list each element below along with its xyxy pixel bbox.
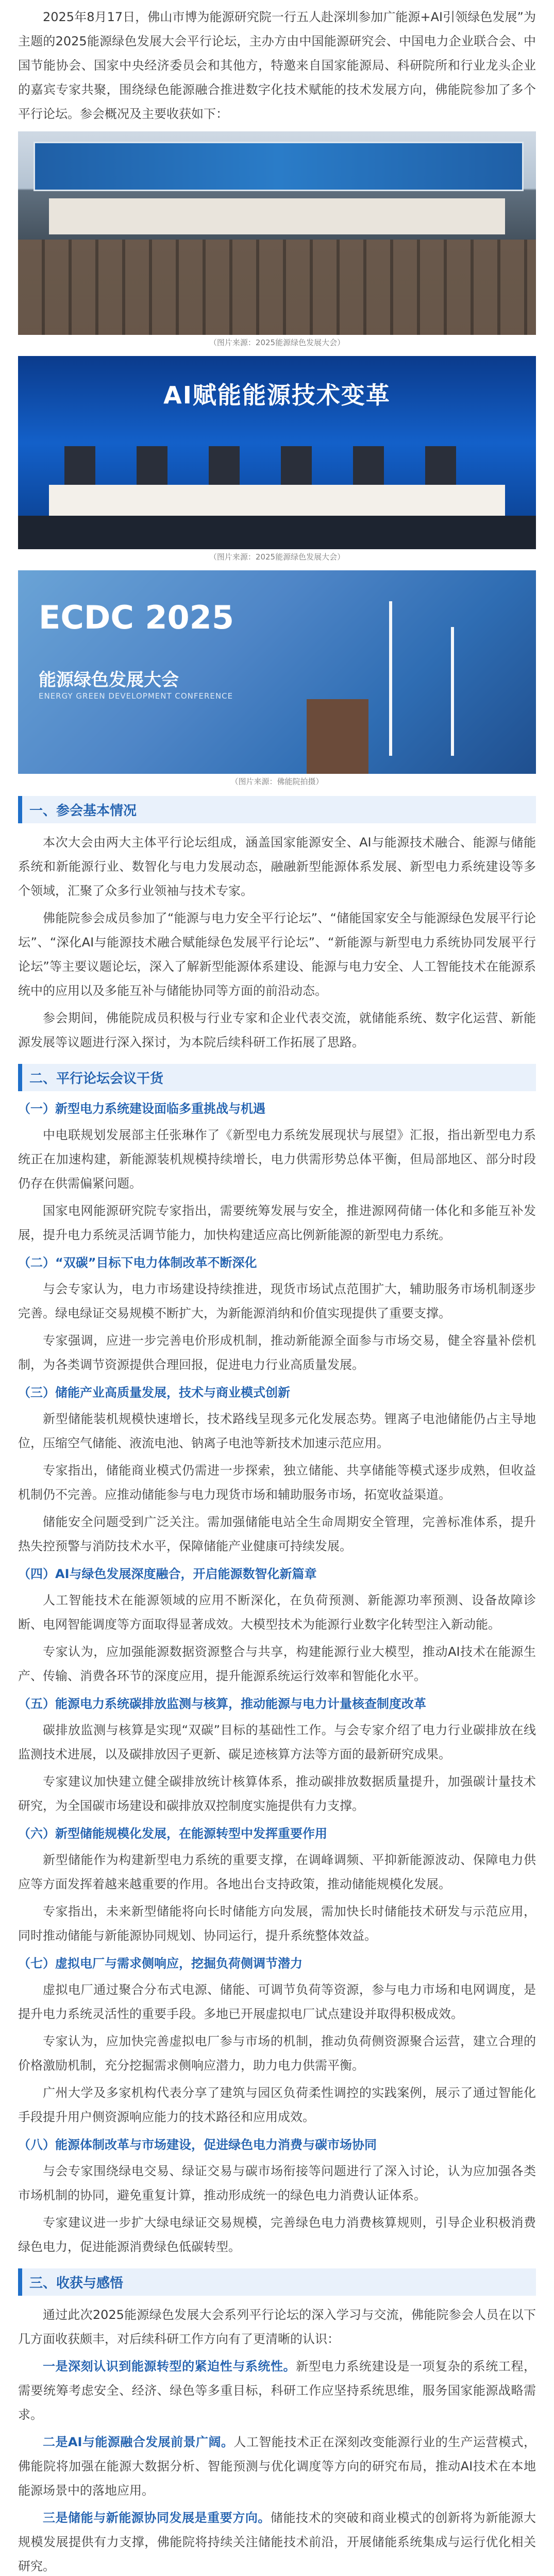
subsection-title: （七）虚拟电厂与需求侧响应，挖掘负荷侧调节潜力	[18, 1956, 303, 1971]
panel-table	[49, 485, 505, 516]
harvest-lead: 一是深刻认识到能源转型的紧迫性与系统性。	[43, 2359, 296, 2374]
paragraph: 佛能院参会成员参加了“能源与电力安全平行论坛”、“储能国家安全与能源绿色发展平行论坛”、“深化AI与能源技术融合赋能绿色发展平行论坛”、“新能源与新型电力系统协同发展平行论坛”等主要议题论坛，深入了解新型能源体系建设、能源与电力安全、人工智能技术在能源系统中的应用以及多能互补与储能协同等方面的前沿动态。	[18, 911, 536, 998]
paragraph: 广州大学及多家机构代表分享了建筑与园区负荷柔性调控的实践案例，展示了通过智能化手段提升用户侧资源响应能力的技术路径和应用成效。	[18, 2086, 536, 2124]
paragraph: 专家建议加快建立健全碳排放统计核算体系，推动碳排放数据质量提升，加强碳计量技术研究，为全国碳市场建设和碳排放双控制度实施提供有力支撑。	[18, 1774, 536, 1813]
paragraph: 专家认为，应加快完善虚拟电厂参与市场的机制，推动负荷侧资源聚合运营，建立合理的价格激励机制，充分挖掘需求侧响应潜力，助力电力供需平衡。	[18, 2034, 536, 2073]
subsection-title: （四）AI与绿色发展深度融合，开启能源数智化新篇章	[18, 1567, 317, 1581]
subsection-title: （一）新型电力系统建设面临多重挑战与机遇	[18, 1101, 265, 1116]
photo2-caption: （图片来源：2025能源绿色发展大会）	[209, 552, 345, 562]
subsection-title: （六）新型储能规模化发展，在能源转型中发挥重要作用	[18, 1826, 327, 1841]
harvest-lead: 三是储能与新能源协同发展是重要方向。	[43, 2511, 271, 2525]
paragraph: 新型储能作为构建新型电力系统的重要支撑，在调峰调频、平抑新能源波动、保障电力供应等方面发挥着越来越重要的作用。各地出台支持政策，推动储能规模化发展。	[18, 1853, 536, 1891]
audience-seats	[18, 240, 536, 335]
wind-turbine-icon	[389, 601, 392, 756]
banner-title: ECDC 2025	[39, 599, 234, 636]
paragraph: 碳排放监测与核算是实现“双碳”目标的基础性工作。与会专家介绍了电力行业碳排放在线监测技术进展，以及碳排放因子更新、碳足迹核算方法等方面的最新研究成果。	[18, 1723, 536, 1761]
stage	[49, 198, 505, 234]
subsection-title: （三）储能产业高质量发展，技术与商业模式创新	[18, 1385, 290, 1400]
paragraph: 与会专家围绕绿电交易、绿证交易与碳市场衔接等问题进行了深入讨论，认为应加强各类市场机制的协同，避免重复计算，推动形成统一的绿色电力消费认证体系。	[18, 2164, 536, 2202]
banner-subtitle: 能源绿色发展大会	[39, 670, 179, 690]
panel-speakers	[64, 446, 490, 485]
paragraph: 中电联规划发展部主任张琳作了《新型电力系统发展现状与展望》汇报，指出新型电力系统正在加速构建，新能源装机规模持续增长，电力供需形势总体平衡，但局部地区、部分时段仍存在供需偏紧问题。	[18, 1128, 536, 1191]
paragraph: 专家指出，储能商业模式仍需进一步探索，独立储能、共享储能等模式逐步成熟，但收益机制仍不完善。应推动储能参与电力现货市场和辅助服务市场，拓宽收益渠道。	[18, 1463, 536, 1502]
paragraph: 本次大会由两大主体平行论坛组成，涵盖国家能源安全、AI与能源技术融合、能源与储能系统和新能源行业、数智化与电力发展动态，融融新型能源体系发展、新型电力系统建设等多个领域，汇聚了众多行业领袖与技术专家。	[18, 835, 536, 898]
paragraph: 专家指出，未来新型储能将向长时储能方向发展，需加快长时储能技术研发与示范应用，同时推动储能与新能源协同规划、协同运行，提升系统整体效益。	[18, 1904, 536, 1943]
wind-turbine-icon	[451, 627, 454, 756]
intro-paragraph: 2025年8月17日，佛山市博为能源研究院一行五人赴深圳参加广能源+AI引领绿色发展”为主题的2025能源绿色发展大会平行论坛，主办方由中国能源研究会、中国电力企业联合会、中国节能协会、国家中央经济委员会和其他方，特邀来自国家能源局、科研院所和行业龙头企业的嘉宾专家共聚，围绕绿色能源融合推进数字化技术赋能的技术发展方向，佛能院参加了多个平行论坛。参会概况及主要收获如下：	[18, 10, 536, 121]
paragraph: 虚拟电厂通过聚合分布式电源、储能、可调节负荷等资源，参与电力市场和电网调度，是提升电力系统灵活性的重要手段。多地已开展虚拟电厂试点建设并取得积极成效。	[18, 1982, 536, 2021]
paragraph: 参会期间，佛能院成员积极与行业专家和企业代表交流，就储能系统、数字化运营、新能源发展等议题进行深入探讨，为本院后续科研工作拓展了思路。	[18, 1011, 536, 1049]
subsection-title: （二）“双碳”目标下电力体制改革不断深化	[18, 1256, 257, 1270]
harvest-lead: 二是AI与能源融合发展前景广阔。	[43, 2435, 234, 2449]
photo1-caption: （图片来源：2025能源绿色发展大会）	[209, 338, 345, 347]
paragraph: 通过此次2025能源绿色发展大会系列平行论坛的深入学习与交流，佛能院参会人员在以下几方面收获颇丰，对后续科研工作方向有了更清晰的认识：	[18, 2308, 536, 2346]
article	[18, 0, 536, 2576]
paragraph: 人工智能技术在能源领域的应用不断深化，在负荷预测、新能源功率预测、设备故障诊断、电网智能调度等方面取得显著成效。大模型技术为能源行业数字化转型注入新动能。	[18, 1593, 536, 1632]
harvest-paragraph	[18, 2354, 536, 2427]
harvest-paragraph	[18, 2430, 536, 2503]
subsection-title: （八）能源体制改革与市场建设，促进绿色电力消费与碳市场协同	[18, 2138, 377, 2152]
section-title: 一、参会基本情况	[18, 796, 536, 823]
paragraph: 与会专家认为，电力市场建设持续推进，现货市场试点范围扩大，辅助服务市场机制逐步完善。绿电绿证交易规模不断扩大，为新能源消纳和价值实现提供了重要支撑。	[18, 1282, 536, 1320]
subsection-title: （五）能源电力系统碳排放监测与核算，推动能源与电力计量核查制度改革	[18, 1697, 426, 1711]
conference-hall-photo	[18, 131, 536, 335]
section-title: 二、平行论坛会议干货	[18, 1064, 536, 1091]
harvest-paragraph	[18, 2506, 536, 2576]
paragraph: 专家认为，应加强能源数据资源整合与共享，构建能源行业大模型，推动AI技术在能源生产、传输、消费各环节的深度应用，提升能源系统运行效率和智能化水平。	[18, 1645, 536, 1683]
podium	[307, 699, 368, 774]
panel-banner-text: AI赋能能源技术变革	[163, 381, 391, 409]
stage-screen	[33, 142, 524, 191]
paragraph: 国家电网能源研究院专家指出，需要统筹发展与安全，推进源网荷储一体化和多能互补发展，提升电力系统灵活调节能力，加快构建适应高比例新能源的新型电力系统。	[18, 1204, 536, 1242]
panel-floor	[18, 516, 536, 549]
paragraph: 专家建议进一步扩大绿电绿证交易规模，完善绿色电力消费核算规则，引导企业积极消费绿色电力，促进能源消费绿色低碳转型。	[18, 2215, 536, 2254]
harvest-text: 储能技术的突破和商业模式的创新将为新能源大规模发展提供有力支撑，佛能院将持续关注储能技术前沿，开展储能系统集成与运行优化相关研究。	[18, 2511, 536, 2573]
paragraph: 储能安全问题受到广泛关注。需加强储能电站全生命周期安全管理，完善标准体系，提升热失控预警与消防技术水平，保障储能产业健康可持续发展。	[18, 1515, 536, 1553]
conference-banner-photo	[18, 570, 536, 774]
banner-english: ENERGY GREEN DEVELOPMENT CONFERENCE	[39, 691, 233, 701]
paragraph: 专家强调，应进一步完善电价形成机制，推动新能源全面参与市场交易，健全容量补偿机制，为各类调节资源提供合理回报，促进电力行业高质量发展。	[18, 1333, 536, 1372]
harvest-text: 人工智能技术正在深刻改变能源行业的生产运营模式，佛能院将加强在能源大数据分析、智能预测与优化调度等方向的研究布局，推动AI技术在本地能源场景中的落地应用。	[18, 2435, 536, 2498]
panel-photo	[18, 356, 536, 549]
paragraph: 新型储能装机规模快速增长，技术路线呈现多元化发展态势。锂离子电池储能仍占主导地位，压缩空气储能、液流电池、钠离子电池等新技术加速示范应用。	[18, 1412, 536, 1450]
section-title: 三、收获与感悟	[18, 2268, 536, 2296]
photo3-caption: （图片来源：佛能院拍摄）	[230, 777, 324, 786]
harvest-text: 新型电力系统建设是一项复杂的系统工程，需要统筹考虑安全、经济、绿色等多重目标，科研工作应坚持系统思维，服务国家能源战略需求。	[18, 2359, 536, 2422]
